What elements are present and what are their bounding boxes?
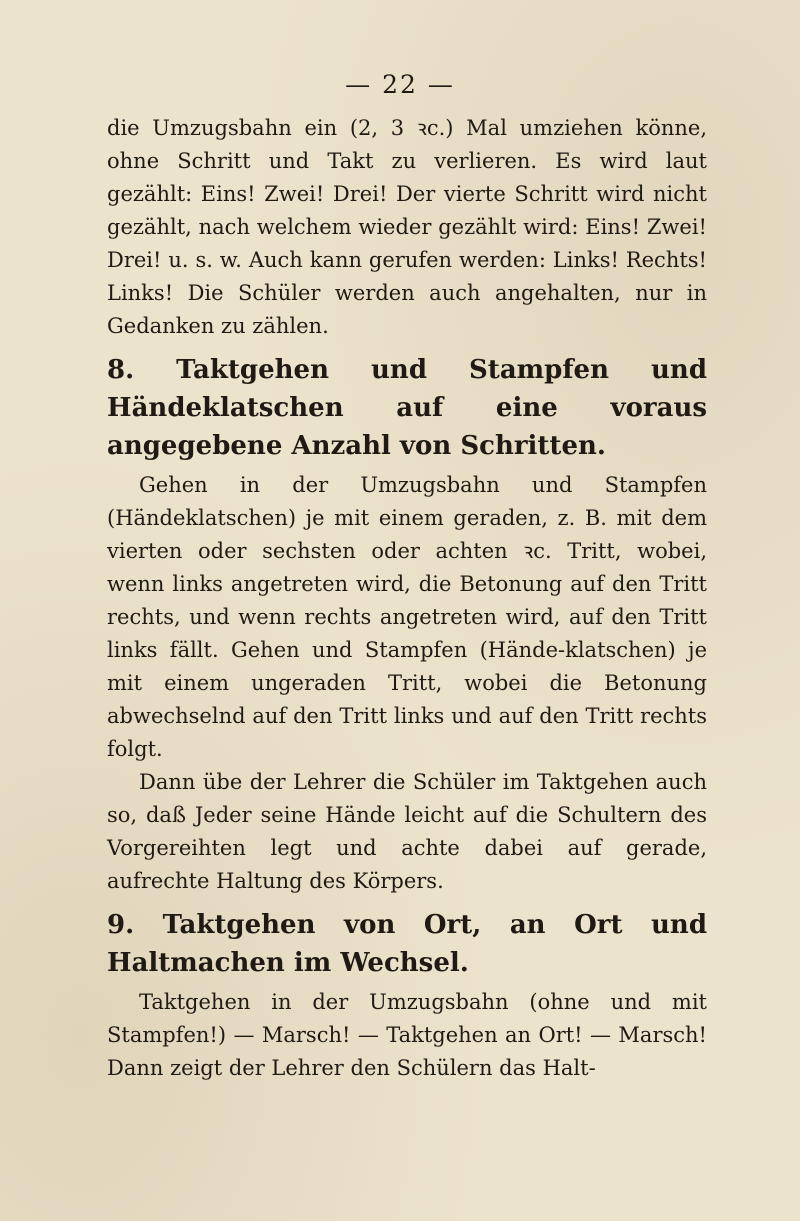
paragraph-continued: die Umzugsbahn ein (2, 3 ꝛc.) Mal umziehen könne, ohne Schritt und Takt zu verlieren. Es wird laut gezählt: Eins! Zwei! Drei! Der vierte Schritt wird nicht gezählt, nach welchem wieder gezählt wird: Eins! Zwei! Drei! u. s. w. Auch kann gerufen werden: Links! Rechts! Links! Die Schüler werden auch angehalten, nur in Gedanken zu zählen. (107, 116, 707, 338)
paragraph-section-8-a: Gehen in der Umzugsbahn und Stampfen (Händeklatschen) je mit einem geraden, z. B. mit dem vierten oder sechsten oder achten ꝛc. Tritt, wobei, wenn links angetreten wird, die Betonung auf den Tritt rechts, und wenn rechts angetreten wird, auf den Tritt links fällt. Gehen und Stampfen (Hände-klatschen) je mit einem ungeraden Tritt, wobei die Betonung abwechselnd auf den Tritt links und auf den Tritt rechts folgt. (107, 473, 707, 761)
page-body (107, 112, 707, 1085)
section-heading-8: 8. Taktgehen und Stampfen und Händeklatschen auf eine voraus angegebene Anzahl von Schritten. (107, 355, 707, 461)
section-heading-9: 9. Taktgehen von Ort, an Ort und Haltmachen im Wechsel. (107, 910, 707, 978)
paragraph-section-8-b: Dann übe der Lehrer die Schüler im Taktgehen auch so, daß Jeder seine Hände leicht auf die Schultern des Vorgereihten legt und achte dabei auf gerade, aufrechte Haltung des Körpers. (107, 770, 707, 893)
page-number: — 22 — (345, 70, 455, 99)
paragraph-section-9: Taktgehen in der Umzugsbahn (ohne und mit Stampfen!) — Marsch! — Taktgehen an Ort! — Marsch! Dann zeigt der Lehrer den Schülern das Halt- (107, 990, 707, 1080)
